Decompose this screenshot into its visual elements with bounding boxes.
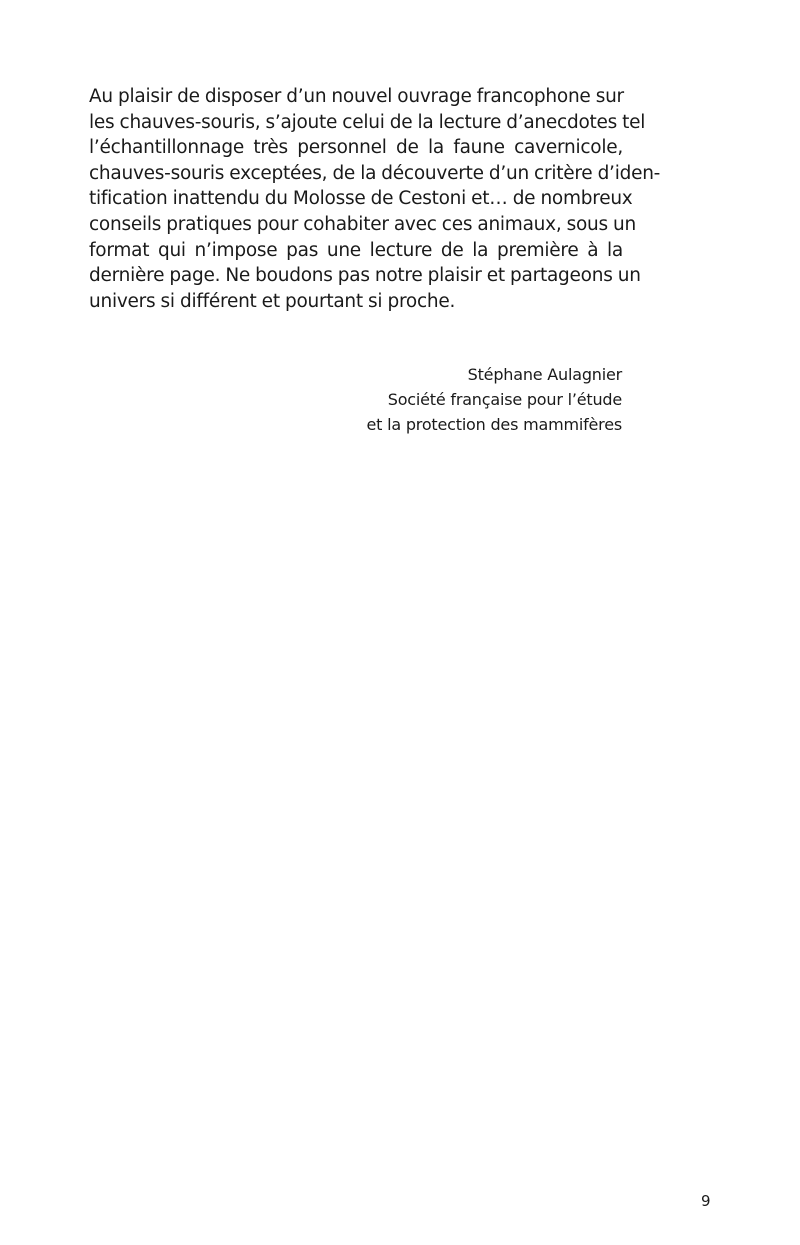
paragraph-line: dernière page. Ne boudons pas notre plaisir et partageons un (89, 265, 641, 287)
body-paragraph (89, 84, 661, 314)
paragraph-line: conseils pratiques pour cohabiter avec ces animaux, sous un (89, 213, 636, 235)
page-number: 9 (701, 1192, 711, 1210)
paragraph-line: format qui n’impose pas une lecture de la première à la (89, 239, 623, 261)
paragraph-line: l’échantillonnage très personnel de la faune cavernicole, (89, 137, 623, 159)
signature-name: Stéphane Aulagnier (467, 365, 622, 384)
paragraph-line: univers si différent et pourtant si proche. (89, 290, 456, 312)
paragraph-line: les chauves-souris, s’ajoute celui de la lecture d’anecdotes tel (89, 111, 646, 133)
paragraph-line: tification inattendu du Molosse de Cestoni et… de nombreux (89, 188, 633, 210)
signature-organization-line-2: et la protection des mammifères (366, 415, 622, 434)
signature-organization-line-1: Société française pour l’étude (387, 390, 622, 409)
paragraph-line: chauves-souris exceptées, de la découverte d’un critère d’iden- (89, 162, 661, 184)
paragraph-line: Au plaisir de disposer d’un nouvel ouvrage francophone sur (89, 86, 624, 107)
signature-block (367, 362, 622, 437)
